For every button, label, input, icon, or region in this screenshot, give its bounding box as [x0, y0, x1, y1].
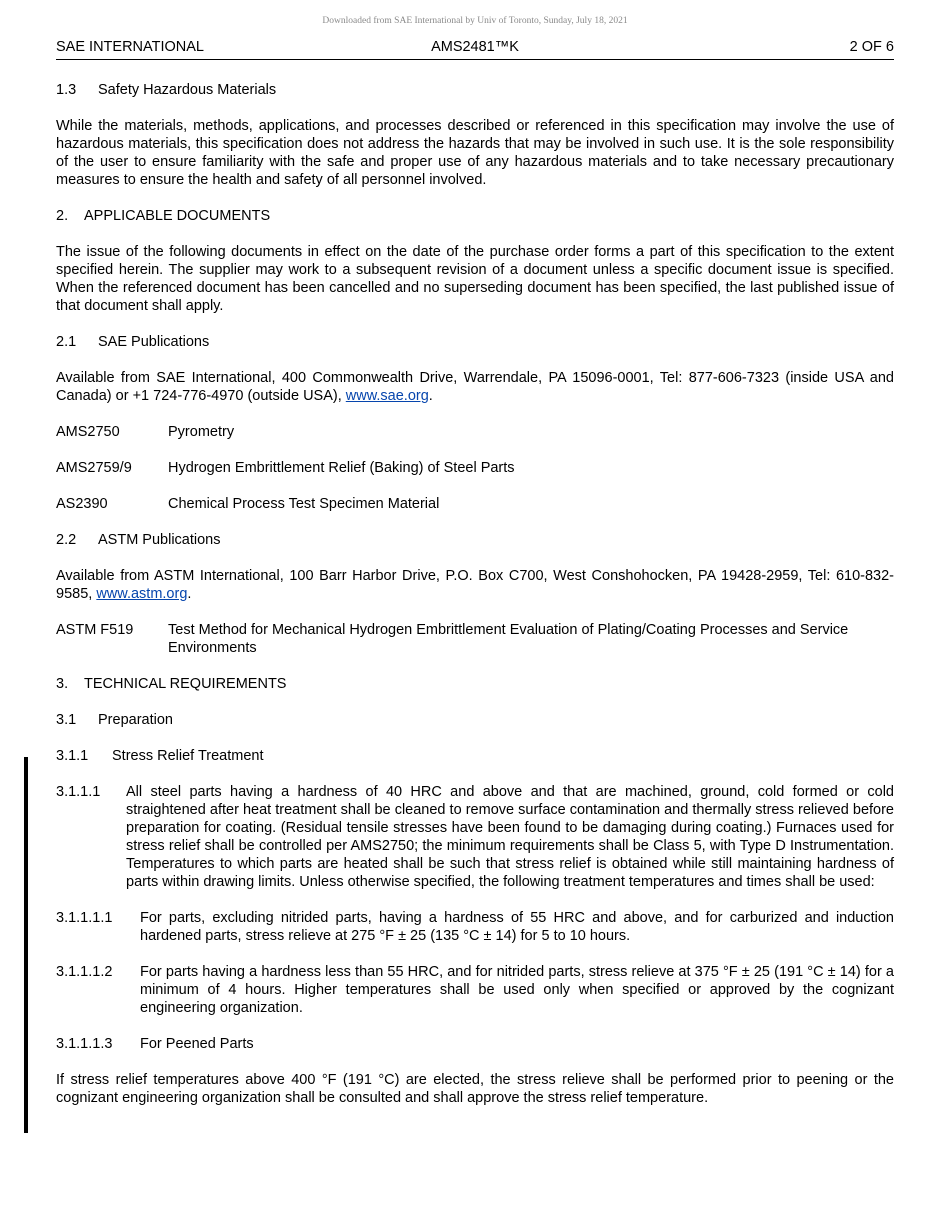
reference-code: AMS2750 [56, 424, 120, 440]
section-number: 2.2 [56, 532, 77, 548]
section-1-3-heading [56, 81, 894, 99]
sentence-end: . [187, 586, 192, 602]
section-number: 3.1.1 [56, 748, 89, 764]
page-body [56, 81, 894, 1125]
section-3-1-1-1-2 [56, 963, 894, 1017]
header-publisher: SAE INTERNATIONAL [56, 39, 204, 55]
section-2-1-heading [56, 333, 894, 351]
reference-code: AMS2759/9 [56, 460, 132, 476]
section-title: Preparation [98, 712, 173, 728]
section-2-body: The issue of the following documents in effect on the date of the purchase order forms a part of this specification to the extent specified herein. The supplier may work to a subsequent revision of a document unless a specific document issue is specified. When the referenced document has been cancelled and no superseding document has been specified, the last published issue of that document shall apply. [56, 244, 894, 314]
sae-website-link[interactable]: www.sae.org [345, 388, 429, 404]
section-title: SAE Publications [98, 334, 210, 350]
section-1-3-body: While the materials, methods, applications, and processes described or referenced in this specification may involve the use of hazardous materials, this specification does not address the hazards that may be involved in such use. It is the sole responsibility of the user to ensure familiarity with the safe and proper use of any hazardous materials and to take necessary precautionary measures to ensure the health and safety of all personnel involved. [56, 118, 894, 188]
reference-row [56, 423, 894, 441]
reference-title: Pyrometry [168, 424, 235, 440]
section-number: 3. [56, 676, 69, 692]
section-number: 2. [56, 208, 69, 224]
sentence-end: . [428, 388, 433, 404]
section-number: 3.1 [56, 712, 77, 728]
section-title: Stress Relief Treatment [112, 748, 264, 764]
section-number: 3.1.1.1.1 [56, 910, 113, 926]
sae-address-text: Available from SAE International, 400 Commonwealth Drive, Warrendale, PA 15096-0001, Tel: 877-606-7323 (inside USA and Canada) or +1 724-776-4970 (outside USA), [56, 370, 894, 404]
section-2-1-body [56, 369, 894, 405]
section-3-1-heading [56, 711, 894, 729]
reference-title: Chemical Process Test Specimen Material [168, 496, 440, 512]
reference-code: ASTM F519 [56, 622, 134, 638]
header-page-number: 2 OF 6 [849, 39, 894, 55]
reference-title: Hydrogen Embrittlement Relief (Baking) of Steel Parts [168, 460, 515, 476]
section-title: APPLICABLE DOCUMENTS [84, 208, 271, 224]
section-3-1-1-1 [56, 783, 894, 891]
astm-website-link[interactable]: www.astm.org [96, 586, 188, 602]
section-3-1-1-1-3-heading [56, 1035, 894, 1053]
reference-row [56, 621, 894, 657]
peened-parts-body: If stress relief temperatures above 400 °F (191 °C) are elected, the stress relieve shall be performed prior to peening or the cognizant engineering organization shall be consulted and shall approve the stress relief temperature. [56, 1072, 894, 1106]
section-number: 1.3 [56, 82, 77, 98]
section-2-2-body [56, 567, 894, 603]
section-3-1-1-heading [56, 747, 894, 765]
section-title: TECHNICAL REQUIREMENTS [84, 676, 287, 692]
section-body: All steel parts having a hardness of 40 HRC and above and that are machined, ground, cold formed or cold straightened after heat treatment shall be cleaned to remove surface contamination and thermally stress relieved before preparation for coating. (Residual tensile stresses have been found to be damaging during coating.) Furnaces used for stress relief shall be controlled per AMS2750; the minimum requirements shall be Class 5, with Type D Instrumentation. Temperatures to which parts are heated shall be such that stress relief is obtained while still maintaining hardness of parts within drawing limits. Unless otherwise specified, the following treatment temperatures and times shall be used: [126, 784, 894, 890]
section-number: 3.1.1.1 [56, 784, 101, 800]
section-number: 2.1 [56, 334, 77, 350]
revision-change-bar [24, 757, 28, 1133]
section-body: For parts, excluding nitrided parts, having a hardness of 55 HRC and above, and for carburized and induction hardened parts, stress relieve at 275 °F ± 25 (135 °C ± 14) for 5 to 10 hours. [140, 910, 894, 944]
section-title: ASTM Publications [98, 532, 221, 548]
reference-title: Test Method for Mechanical Hydrogen Embrittlement Evaluation of Plating/Coating Processes and Service Environments [168, 622, 849, 656]
section-number: 3.1.1.1.2 [56, 964, 113, 980]
reference-row [56, 495, 894, 513]
download-watermark: Downloaded from SAE International by Univ of Toronto, Sunday, July 18, 2021 [322, 16, 628, 26]
astm-address-text: Available from ASTM International, 100 Barr Harbor Drive, P.O. Box C700, West Conshohocken, PA 19428-2959, Tel: 610-832-9585, [56, 568, 894, 602]
section-3-1-1-1-1 [56, 909, 894, 945]
section-title: Safety Hazardous Materials [98, 82, 277, 98]
section-number: 3.1.1.1.3 [56, 1036, 113, 1052]
section-2-heading [56, 207, 894, 225]
header-document-number: AMS2481™K [431, 39, 519, 55]
section-title: For Peened Parts [140, 1036, 254, 1052]
section-2-2-heading [56, 531, 894, 549]
section-3-heading [56, 675, 894, 693]
reference-code: AS2390 [56, 496, 108, 512]
page-header [56, 39, 894, 60]
section-body: For parts having a hardness less than 55 HRC, and for nitrided parts, stress relieve at 375 °F ± 25 (191 °C ± 14) for a minimum of 4 hours. Higher temperatures shall be used only when specified or approved by the cognizant engineering organization. [140, 964, 894, 1016]
reference-row [56, 459, 894, 477]
